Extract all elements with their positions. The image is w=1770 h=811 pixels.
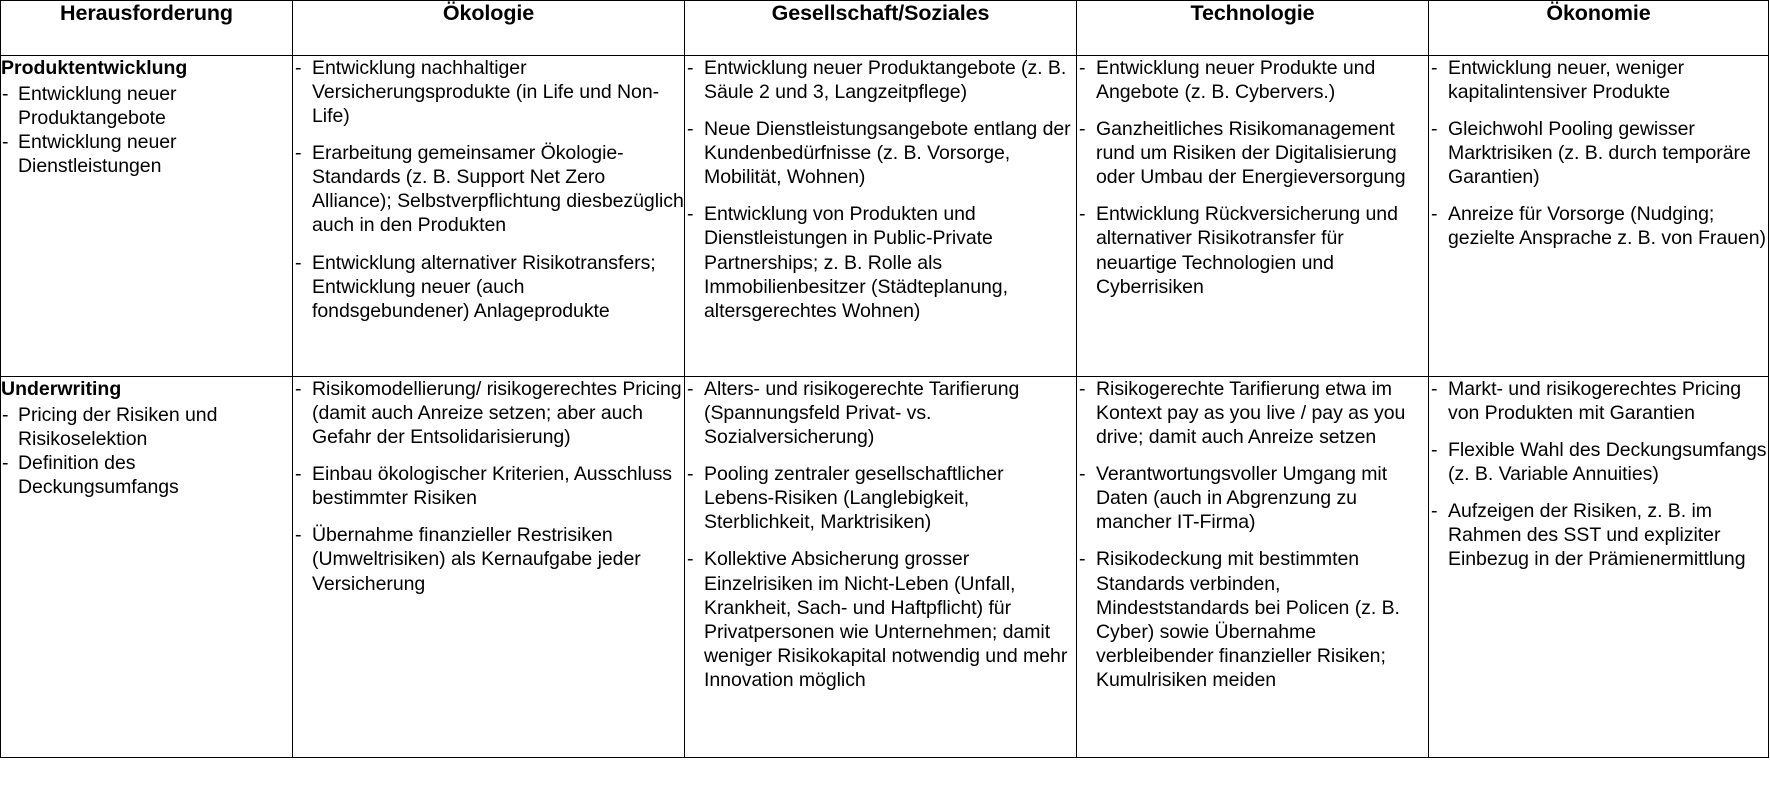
list-item: - Entwicklung von Produkten und Dienstleistungen in Public-Private Partnerships; z. B. Rolle als Immobilienbesitzer (Städteplanung, altersgerechtes Wohnen): [685, 202, 1076, 322]
list-item: - Kollektive Absicherung grosser Einzelrisiken im Nicht-Leben (Unfall, Krankheit, Sach- und Haftpflicht) für Privatpersonen wie Unternehmen; damit weniger Risikokapital notwendig und mehr Innovation möglich: [685, 547, 1076, 691]
column-header-label: Ökonomie: [1546, 1, 1651, 25]
column-header-oekologie: [293, 1, 685, 56]
list-item: - Erarbeitung gemeinsamer Ökologie-Standards (z. B. Support Net Zero Alliance); Selbstverpflichtung diesbezüglich auch in den Produkten: [293, 141, 684, 237]
bullet-list: [1077, 377, 1428, 692]
list-item: - Entwicklung nachhaltiger Versicherungsprodukte (in Life und Non-Life): [293, 56, 684, 128]
list-item: - Entwicklung neuer Produktangebote: [1, 82, 292, 130]
bullet-list: [1077, 56, 1428, 299]
bullet-list: [293, 377, 684, 596]
bullet-list: [1429, 377, 1768, 572]
list-item: - Entwicklung Rückversicherung und alternativer Risikotransfer für neuartige Technologien und Cyberrisiken: [1077, 202, 1428, 298]
list-item: - Alters- und risikogerechte Tarifierung (Spannungsfeld Privat- vs. Sozialversicherung): [685, 377, 1076, 449]
list-item: - Risikodeckung mit bestimmten Standards verbinden, Mindeststandards bei Policen (z. B. Cyber) sowie Übernahme verbleibender finanzieller Risiken; Kumulrisiken meiden: [1077, 547, 1428, 691]
list-item: - Risikogerechte Tarifierung etwa im Kontext pay as you live / pay as you drive; damit auch Anreize setzen: [1077, 377, 1428, 449]
cell-underwriting-gesellschaft: [685, 377, 1077, 758]
list-item: - Markt- und risikogerechtes Pricing von Produkten mit Garantien: [1429, 377, 1768, 425]
list-item: - Entwicklung neuer Produkte und Angebote (z. B. Cybervers.): [1077, 56, 1428, 104]
column-header-oekonomie: [1429, 1, 1769, 56]
column-header-label: Herausforderung: [60, 1, 233, 25]
column-header-technologie: [1077, 1, 1429, 56]
cell-produktentwicklung-challenge: [1, 56, 293, 377]
cell-underwriting-challenge: [1, 377, 293, 758]
column-header-gesellschaft-soziales: [685, 1, 1077, 56]
list-item: - Flexible Wahl des Deckungsumfangs (z. B. Variable Annuities): [1429, 438, 1768, 486]
table-header: [1, 1, 1769, 56]
list-item: - Ganzheitliches Risikomanagement rund um Risiken der Digitalisierung oder Umbau der Energieversorgung: [1077, 117, 1428, 189]
list-item: - Aufzeigen der Risiken, z. B. im Rahmen des SST und expliziter Einbezug in der Prämienermittlung: [1429, 499, 1768, 571]
list-item: - Pooling zentraler gesellschaftlicher Lebens-Risiken (Langlebigkeit, Sterblichkeit, Marktrisiken): [685, 462, 1076, 534]
bullet-list: [685, 377, 1076, 692]
list-item: - Definition des Deckungsumfangs: [1, 451, 292, 499]
table-body: [1, 56, 1769, 758]
column-header-label: Technologie: [1190, 1, 1315, 25]
table-row: [1, 56, 1769, 377]
cell-produktentwicklung-technologie: [1077, 56, 1429, 377]
list-item: - Entwicklung alternativer Risikotransfers; Entwicklung neuer (auch fondsgebundener) Anlageprodukte: [293, 251, 684, 323]
bullet-list: [1, 82, 292, 178]
list-item: - Einbau ökologischer Kriterien, Ausschluss bestimmter Risiken: [293, 462, 684, 510]
bullet-list: [1, 403, 292, 499]
list-item: - Verantwortungsvoller Umgang mit Daten (auch in Abgrenzung zu mancher IT-Firma): [1077, 462, 1428, 534]
cell-produktentwicklung-gesellschaft: [685, 56, 1077, 377]
list-item: - Übernahme finanzieller Restrisiken (Umweltrisiken) als Kernaufgabe jeder Versicherung: [293, 523, 684, 595]
column-header-label: Ökologie: [442, 1, 535, 25]
cell-underwriting-oekonomie: [1429, 377, 1769, 758]
column-header-label: Gesellschaft/Soziales: [771, 1, 990, 25]
row-title: Produktentwicklung: [1, 57, 188, 79]
list-item: - Entwicklung neuer, weniger kapitalintensiver Produkte: [1429, 56, 1768, 104]
bullet-list: [1429, 56, 1768, 251]
list-item: - Anreize für Vorsorge (Nudging; gezielte Ansprache z. B. von Frauen): [1429, 202, 1768, 250]
list-item: - Neue Dienstleistungsangebote entlang der Kundenbedürfnisse (z. B. Vorsorge, Mobilität, Wohnen): [685, 117, 1076, 189]
row-title: Underwriting: [1, 378, 122, 400]
list-item: - Pricing der Risiken und Risikoselektion: [1, 403, 292, 451]
cell-underwriting-oekologie: [293, 377, 685, 758]
cell-produktentwicklung-oekologie: [293, 56, 685, 377]
cell-underwriting-technologie: [1077, 377, 1429, 758]
list-item: - Risikomodellierung/ risikogerechtes Pricing (damit auch Anreize setzen; aber auch Gefahr der Entsolidarisierung): [293, 377, 684, 449]
table-header-row: [1, 1, 1769, 56]
list-item: - Gleichwohl Pooling gewisser Marktrisiken (z. B. durch temporäre Garantien): [1429, 117, 1768, 189]
list-item: - Entwicklung neuer Dienstleistungen: [1, 130, 292, 178]
bullet-list: [685, 56, 1076, 323]
column-header-herausforderung: [1, 1, 293, 56]
cell-produktentwicklung-oekonomie: [1429, 56, 1769, 377]
bullet-list: [293, 56, 684, 323]
list-item: - Entwicklung neuer Produktangebote (z. B. Säule 2 und 3, Langzeitpflege): [685, 56, 1076, 104]
table-row: [1, 377, 1769, 758]
